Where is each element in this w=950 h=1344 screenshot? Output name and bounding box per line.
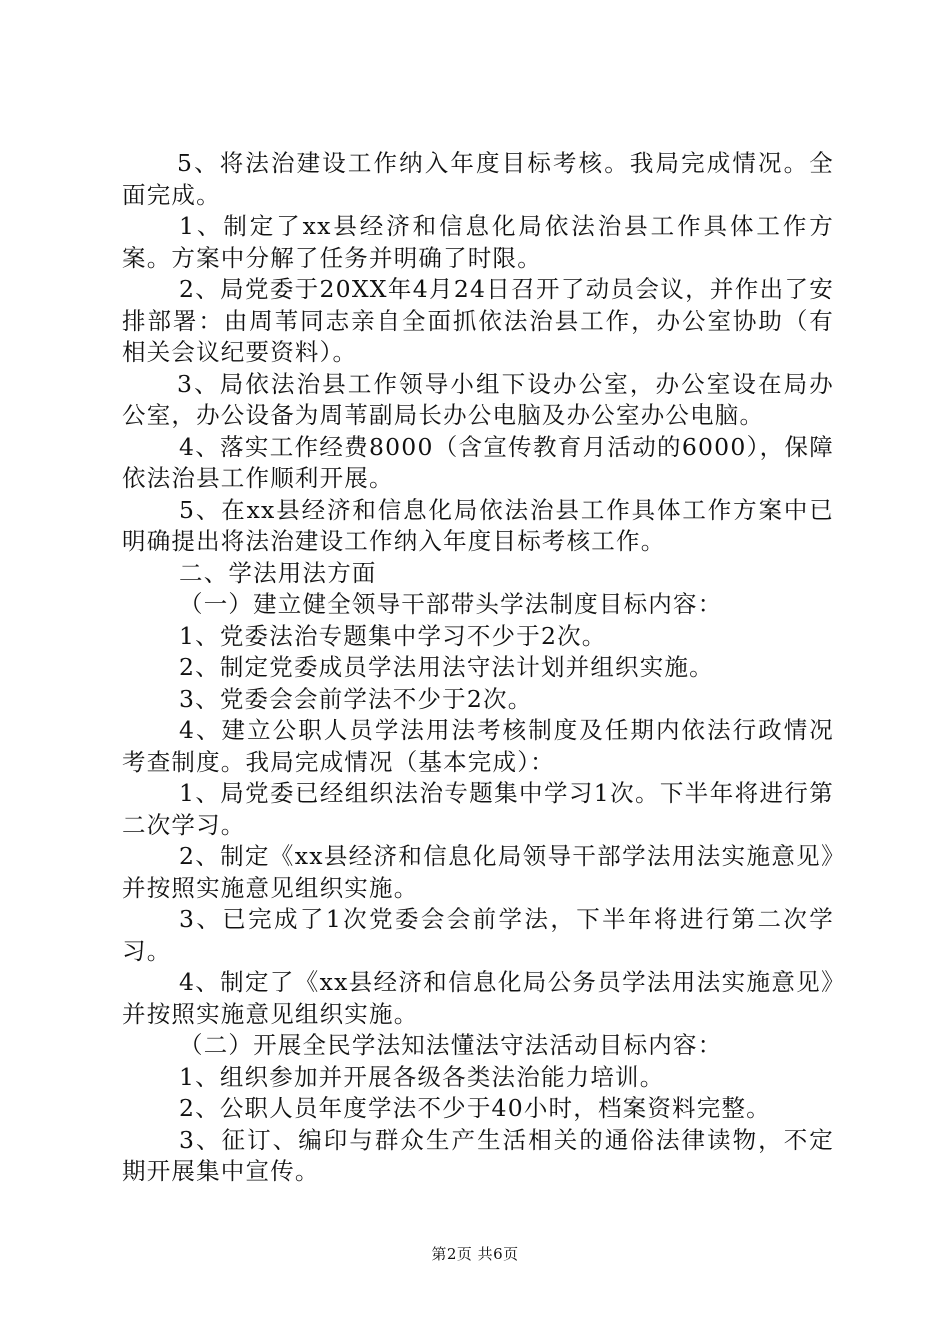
document-paragraph: 4、建立公职人员学法用法考核制度及任期内依法行政情况考查制度。我局完成情况（基本完成）： [122,716,834,776]
document-paragraph: 3、已完成了1次党委会会前学法，下半年将进行第二次学习。 [122,905,834,965]
document-paragraph: 5、将法治建设工作纳入年度目标考核。我局完成情况。全面完成。 [122,149,834,209]
document-paragraph: （一）建立健全领导干部带头学法制度目标内容： [179,590,723,618]
page-number-footer: 第2页 共6页 [431,1245,519,1263]
document-paragraph: 2、局党委于20XX年4月24日召开了动员会议，并作出了安排部署：由周苇同志亲自全面抓依法治县工作，办公室协助（有相关会议纪要资料）。 [122,275,834,366]
document-paragraph: 3、征订、编印与群众生产生活相关的通俗法律读物，不定期开展集中宣传。 [122,1125,834,1185]
document-paragraph: 2、制定《xx县经济和信息化局领导干部学法用法实施意见》并按照实施意见组织实施。 [122,842,834,902]
document-paragraph: 1、制定了xx县经济和信息化局依法治县工作具体工作方案。方案中分解了任务并明确了时限。 [122,212,834,272]
document-paragraph: 2、公职人员年度学法不少于40小时，档案资料完整。 [179,1094,771,1122]
document-paragraph: 1、组织参加并开展各级各类法治能力培训。 [179,1062,665,1091]
document-paragraph: 4、制定了《xx县经济和信息化局公务员学法用法实施意见》并按照实施意见组织实施。 [122,968,834,1028]
document-paragraph: 4、落实工作经费8000（含宣传教育月活动的6000），保障依法治县工作顺利开展。 [122,432,834,492]
document-paragraph: 2、制定党委成员学法用法守法计划并组织实施。 [179,653,714,681]
document-paragraph: 5、在xx县经济和信息化局依法治县工作具体工作方案中已明确提出将法治建设工作纳入年度目标考核工作。 [122,495,834,555]
document-paragraph: 1、党委法治专题集中学习不少于2次。 [179,621,607,650]
document-paragraph: 二、学法用法方面 [179,558,377,587]
document-paragraph: 3、党委会会前学法不少于2次。 [179,684,533,713]
document-paragraph: 1、局党委已经组织法治专题集中学习1次。下半年将进行第二次学习。 [122,779,834,839]
document-paragraph: （二）开展全民学法知法懂法守法活动目标内容： [179,1031,723,1059]
document-body [122,148,834,1188]
document-paragraph: 3、局依法治县工作领导小组下设办公室，办公室设在局办公室，办公设备为周苇副局长办公电脑及办公室办公电脑。 [122,369,834,429]
